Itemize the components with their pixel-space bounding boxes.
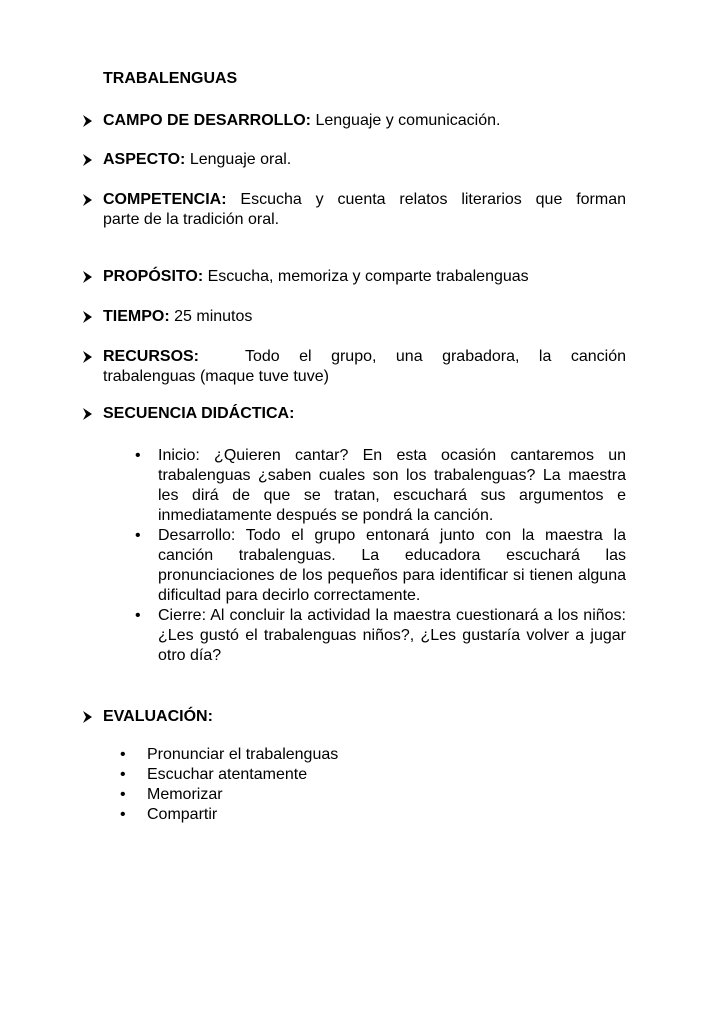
- arrow-bullet-icon: [80, 193, 94, 207]
- competencia-line-1: Escucha y cuenta relatos literarios que forman: [226, 191, 626, 208]
- list-item: [130, 446, 626, 526]
- evaluacion-item: Escuchar atentamente: [147, 766, 308, 783]
- secuencia-section: [80, 404, 626, 424]
- list-item: [120, 805, 338, 825]
- dot-bullet-icon: •: [120, 766, 126, 783]
- arrow-bullet-icon: [80, 350, 94, 364]
- recursos-label: RECURSOS:: [103, 348, 200, 365]
- aspecto-label: ASPECTO:: [103, 151, 186, 168]
- competencia-line-2: parte de la tradición oral.: [103, 211, 280, 228]
- evaluacion-label: EVALUACIÓN:: [103, 708, 213, 725]
- list-item: [130, 606, 626, 666]
- dot-bullet-icon: •: [135, 447, 141, 464]
- secuencia-item-desarrollo: Desarrollo: Todo el grupo entonará junto con la maestra la canción trabalenguas. La educadora escuchará las pronunciaciones de los pequeños para identificar si tienen alguna dificultad para decirlo correctamente.: [158, 527, 626, 604]
- secuencia-item-inicio: Inicio: ¿Quieren cantar? En esta ocasión cantaremos un trabalenguas ¿saben cuales son los trabalenguas? La maestra les dirá de que se tratan, escuchará sus argumentos e inmediatamente después se pondrá la canción.: [158, 447, 626, 524]
- dot-bullet-icon: •: [120, 746, 126, 763]
- secuencia-item-cierre: Cierre: Al concluir la actividad la maestra cuestionará a los niños: ¿Les gustó el trabalenguas niños?, ¿Les gustaría volver a jugar otro día?: [158, 607, 626, 664]
- evaluacion-section: [80, 707, 626, 727]
- arrow-bullet-icon: [80, 153, 94, 167]
- evaluacion-item: Memorizar: [147, 786, 223, 803]
- proposito-section: [80, 267, 626, 287]
- dot-bullet-icon: •: [135, 527, 141, 544]
- list-item: [120, 745, 338, 765]
- arrow-bullet-icon: [80, 310, 94, 324]
- evaluacion-item: Pronunciar el trabalenguas: [147, 746, 339, 763]
- aspecto-value: Lenguaje oral.: [185, 151, 292, 168]
- list-item: [120, 765, 338, 785]
- dot-bullet-icon: •: [120, 786, 126, 803]
- proposito-label: PROPÓSITO:: [103, 268, 204, 285]
- list-item: [130, 526, 626, 606]
- tiempo-label: TIEMPO:: [103, 308, 170, 325]
- arrow-bullet-icon: [80, 407, 94, 421]
- recursos-line-1: Todo el grupo, una grabadora, la canción: [245, 348, 626, 365]
- arrow-bullet-icon: [80, 270, 94, 284]
- campo-label: CAMPO DE DESARROLLO:: [103, 112, 311, 129]
- aspecto-section: [80, 150, 626, 170]
- secuencia-list: [130, 446, 626, 666]
- campo-section: [80, 111, 626, 131]
- tiempo-value: 25 minutos: [169, 308, 253, 325]
- tiempo-section: [80, 307, 626, 327]
- competencia-label: COMPETENCIA:: [103, 191, 227, 208]
- competencia-section: [80, 190, 626, 230]
- arrow-bullet-icon: [80, 114, 94, 128]
- list-item: [120, 785, 338, 805]
- evaluacion-list: [120, 745, 338, 825]
- arrow-bullet-icon: [80, 710, 94, 724]
- dot-bullet-icon: •: [135, 607, 141, 624]
- secuencia-label: SECUENCIA DIDÁCTICA:: [103, 405, 295, 422]
- dot-bullet-icon: •: [120, 806, 126, 823]
- campo-value: Lenguaje y comunicación.: [311, 112, 501, 129]
- document-title: TRABALENGUAS: [103, 70, 238, 87]
- proposito-value: Escucha, memoriza y comparte trabalenguas: [203, 268, 529, 285]
- evaluacion-item: Compartir: [147, 806, 218, 823]
- recursos-section: [80, 347, 626, 387]
- recursos-line-2: trabalenguas (maque tuve tuve): [103, 368, 329, 385]
